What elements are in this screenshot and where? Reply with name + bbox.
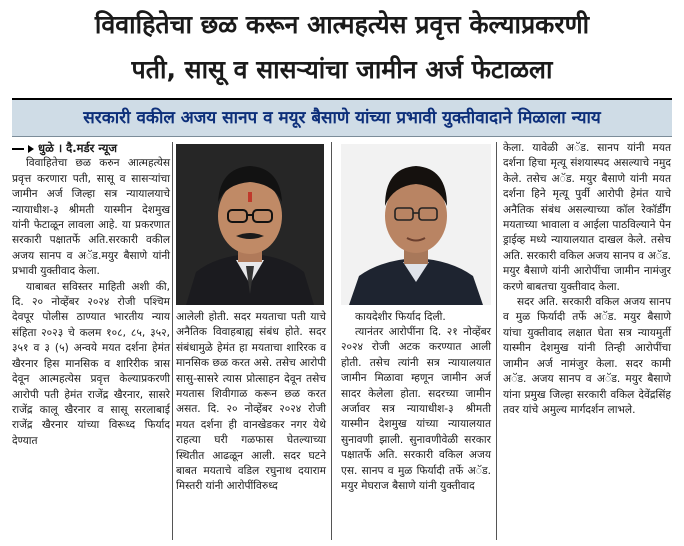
dateline: धुळे । दै.मर्डर न्यूज	[12, 141, 170, 156]
column-2-text: आलेली होती. सदर मयताचा पती याचे अनैतिक विवाहबाह्य संबंध होते. सदर संबंधामुळे हेमंत हा मयताचा शारिरक व मानसिक छळ करत असे. तसेच आरोपी सासु-सासरे त्यास प्रोत्साहन देवून तसेच मयतास शिवीगाळ करून छळ करत असत. दि. २० नोव्हेंबर २०२४ रोजी मयत दर्शना ही वानखेडकर नगर येथे राहत्या घरी गळफास घेतल्याच्या स्थितीत आढळून आली. सदर घटने बाबत मयताचे वडिल रघुनाथ दयाराम मिस्तरी यांनी आरोपींविरुध्द	[176, 311, 326, 493]
headline-line-2: पती, सासू व सासऱ्यांचा जामीन अर्ज फेटाळला	[131, 55, 553, 84]
headline-line-1: विवाहितेचा छळ करून आत्महत्येस प्रवृत्त केल्याप्रकरणी	[94, 10, 590, 39]
column-divider-1	[172, 142, 173, 540]
column-3	[341, 325, 491, 494]
portrait-man-2-icon	[341, 144, 491, 305]
photo-mayur-baisane	[341, 144, 491, 305]
photo-ajay-sanap	[176, 144, 324, 305]
column-4	[503, 141, 671, 418]
column-1	[12, 141, 170, 449]
column-1-paragraph-1: विवाहितेचा छळ करुन आत्महत्येस प्रवृत्त करणारा पती, सासू व सासऱ्यांचा जामीन अर्ज जिल्हा सत्र न्यायालयाचे न्यायाधीश-३ श्रीमती यास्मीन देशमुख यांनी फेटाळून लावला आहे. या प्रकरणात सरकारी पक्षातर्फे अति.सरकारी वकील अजय सानप व अॅड.मयुर बैसाणे यांनी प्रभावी युक्तीवाद केला.	[12, 157, 170, 278]
column-4-paragraph-2: सदर अति. सरकारी वकिल अजय सानप व मुळ फिर्यादी तर्फे अॅड. मयुर बैसाणे यांचा युक्तीवाद लक्षात घेता सत्र न्यायमुर्ती यास्मीन देशमुख यांनी तिन्ही आरोपींचा जामीन अर्ज नामंजुर केला. सदर कामी अॅड. अजय सानप व अॅड. मयुर बैसाणे यांना प्रमुख जिल्हा सरकारी वकिल देवेंद्रसिंह तवर यांचे अमुल्य मार्गदर्शन लाभले.	[503, 296, 671, 416]
column-divider-2	[331, 142, 332, 540]
bullet-triangle-icon	[28, 145, 34, 153]
column-1-paragraph-2: याबाबत सविस्तर माहिती अशी की, दि. २० नोव्हेंबर २०२४ रोजी पश्चिम देवपूर पोलीस ठाण्यात भारतीय न्याय संहिता २०२३ चे कलम १०८, ८५, ३५२, ३५१ व ३ (५) अन्वये मयत दर्शना हेमंत खैरनार हिस मानसिक व शारिरीक त्रास देवून आत्महत्येस प्रवृत्त केल्याप्रकरणी आरोपी पती हेमंत राजेंद्र खैरनार, सासरे राजेंद्र कालू खैरनार व सासू सरलाबाई राजेंद्र खैरनार यांच्या विरूध्द फिर्याद देण्यात	[12, 280, 170, 447]
subheadline: सरकारी वकील अजय सानप व मयूर बैसाणे यांच्या प्रभावी युक्तीवादाने मिळाला न्याय	[83, 108, 601, 128]
column-3-caption: कायदेशीर फिर्याद दिली.	[355, 311, 446, 323]
dash-mark	[12, 148, 24, 150]
column-3-text: त्यानंतर आरोपींना दि. २१ नोव्हेंबर २०२४ रोजी अटक करण्यात आली होती. तसेच त्यांनी सत्र न्यायालयात जामीन मिळावा म्हणून जामीन अर्ज सादर केलेला होता. सदरच्या जामीन अर्जावर सत्र न्यायाधीश-३ श्रीमती यास्मीन देशमुख यांच्या न्यायालयात सुनावणी झाली. सुनावणीवेळी सरकार पक्षातर्फे अति. सरकारी वकिल अजय एस. सानप व मुळ फिर्यादी तर्फे अॅड. मयुर मेघराज बैसाणे यांनी युक्तीवाद	[341, 326, 491, 493]
subheadline-bar	[12, 98, 672, 137]
column-4-paragraph-1: केला. यावेळी अॅड. सानप यांनी मयत दर्शना हिचा मृत्यू संशयास्पद असल्याचे नमुद केले. तसेच अॅड. मयुर बैसाणे यांनी मयत दर्शना हिने मृत्यू पुर्वी आरोपी हेमंत याचे अनैतिक संबंध असल्याच्या कॉल रेकॉर्डींग मयताच्या भावाला व आईला पाठविल्याने पेन ड्राईव्ह मध्ये न्यायालयात दाखल केले. तसेच अति. सरकारी वकिल अजय सानप व अॅड. मयुर बैसाणे यांनी आरोपींचा जामीन नामंजुर करणे बाबतचा युक्तीवाद केला.	[503, 142, 671, 293]
column-2	[176, 310, 326, 495]
column-divider-3	[496, 142, 497, 540]
portrait-man-1-icon	[176, 144, 324, 305]
